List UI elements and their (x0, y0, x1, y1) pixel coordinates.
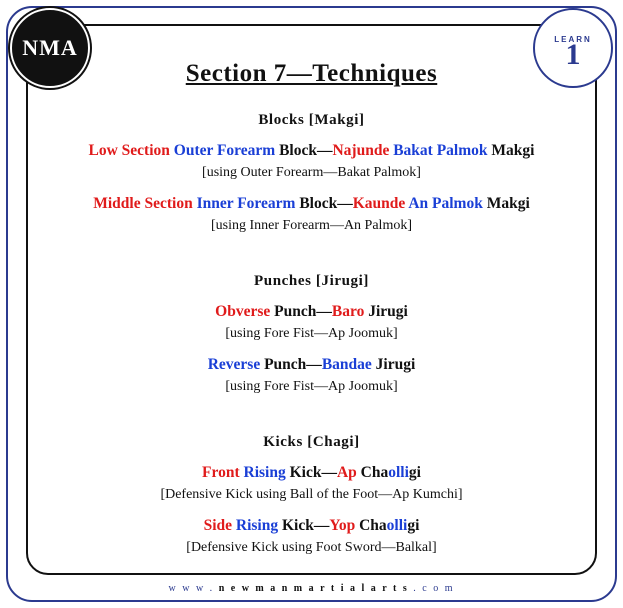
content-card (26, 24, 597, 575)
technique-part: Reverse (207, 356, 265, 373)
technique-line (28, 355, 595, 375)
technique-part: Jirugi (375, 356, 416, 373)
technique-part: olli (386, 517, 408, 534)
technique-part: Makgi (491, 142, 535, 159)
learn-badge-number: 1 (565, 37, 581, 71)
technique-note: [Defensive Kick using Ball of the Foot—Ap Kumchi] (160, 487, 463, 502)
technique-part: Yop (329, 517, 360, 534)
technique-line (28, 463, 595, 483)
techniques-list (28, 112, 595, 569)
technique-line (28, 516, 595, 536)
section-kicks (28, 434, 595, 557)
technique-line (28, 194, 595, 214)
technique-note: [using Fore Fist—Ap Joomuk] (225, 379, 398, 394)
technique-part: Bandae (321, 356, 376, 373)
technique-part: gi (408, 464, 421, 481)
technique-part: Front (202, 464, 244, 481)
technique-part: Outer Forearm (173, 142, 280, 159)
logo-text: NMA (22, 35, 78, 60)
technique-part: Jirugi (368, 303, 408, 320)
section-blocks (28, 112, 595, 235)
technique-part: Cha (360, 464, 389, 481)
nma-logo (10, 8, 90, 88)
technique-note: [using Inner Forearm—An Palmok] (210, 218, 413, 233)
technique-part: Obverse (215, 303, 275, 320)
technique-part: Kick— (281, 517, 330, 534)
technique-part: gi (407, 517, 420, 534)
technique-part: Ap (336, 464, 361, 481)
footer-brand: n e w m a n m a r t i a l a r t s (218, 583, 409, 594)
section-spacer (28, 408, 595, 434)
technique-part: Block— (279, 142, 333, 159)
technique-part: olli (388, 464, 409, 481)
section-heading: Blocks [Makgi] (258, 112, 365, 128)
section-punches (28, 273, 595, 396)
learn-badge-label: LEARN (554, 34, 592, 44)
technique-part: Kick— (289, 464, 337, 481)
section-heading: Kicks [Chagi] (263, 434, 360, 450)
technique-line (28, 141, 595, 161)
technique-part: Kaunde (352, 195, 409, 212)
technique-part: Bakat Palmok (393, 142, 492, 159)
technique-part: An Palmok (408, 195, 487, 212)
technique-part: Najunde (332, 142, 394, 159)
technique-part: Low Section (88, 142, 174, 159)
technique-part: Block— (299, 195, 353, 212)
technique-line (28, 302, 595, 322)
technique-part: Punch— (274, 303, 332, 320)
section-heading: Punches [Jirugi] (253, 273, 370, 289)
technique-part: Inner Forearm (196, 195, 300, 212)
technique-part: Cha (359, 517, 387, 534)
technique-part: Rising (235, 517, 282, 534)
section-spacer (28, 247, 595, 273)
technique-part: Baro (331, 303, 369, 320)
technique-part: Punch— (264, 356, 322, 373)
technique-part: Makgi (486, 195, 530, 212)
technique-part: Middle Section (93, 195, 197, 212)
technique-part: Side (203, 517, 236, 534)
learn-level-badge (533, 8, 613, 88)
technique-note: [Defensive Kick using Foot Sword—Balkal] (186, 540, 437, 555)
footer-suffix: . c o m (408, 583, 455, 594)
technique-part: Rising (243, 464, 290, 481)
footer-prefix: w w w . (168, 583, 219, 594)
page-title: Section 7—Techniques (185, 60, 438, 87)
technique-note: [using Fore Fist—Ap Joomuk] (225, 326, 398, 341)
technique-note: [using Outer Forearm—Bakat Palmok] (202, 165, 421, 180)
footer-website[interactable] (0, 583, 623, 594)
